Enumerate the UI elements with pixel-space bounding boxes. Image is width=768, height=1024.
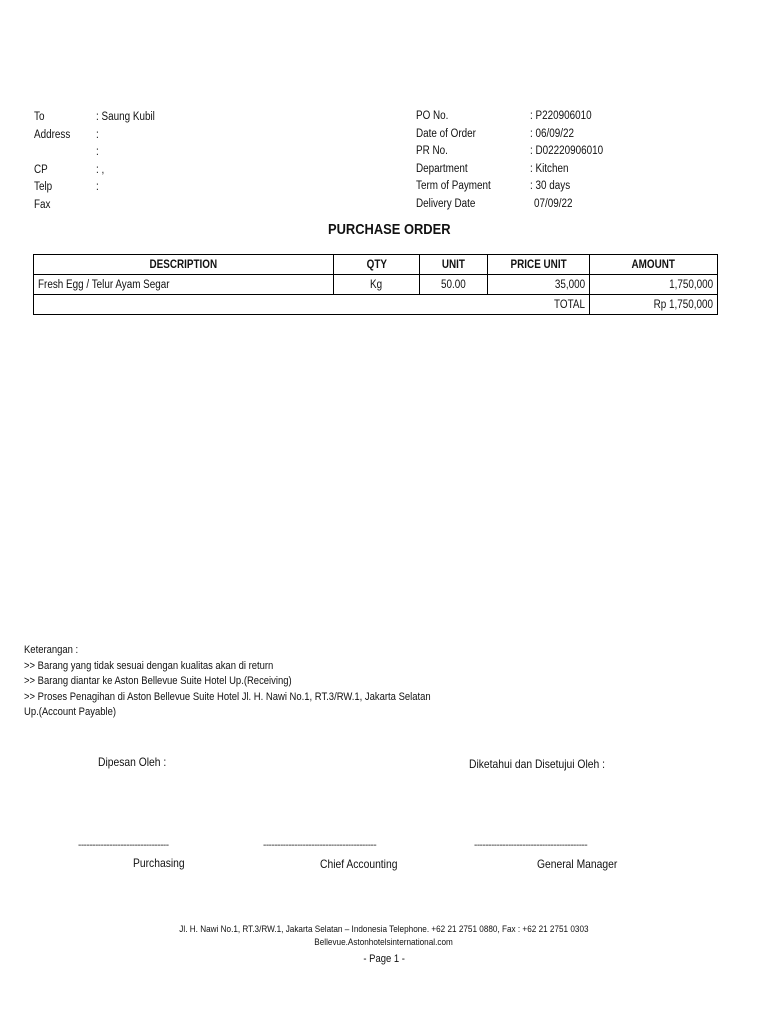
fax-row xyxy=(34,197,354,215)
row-description: Fresh Egg / Telur Ayam Segar xyxy=(34,275,334,295)
total-label: TOTAL xyxy=(34,295,590,315)
footer-address: Jl. H. Nawi No.1, RT.3/RW.1, Jakarta Selatan – Indonesia Telephone. +62 21 2751 0880, Fax : +62 21 2751 0303 xyxy=(179,924,589,935)
qty-header: QTY xyxy=(334,255,420,275)
chief-accounting-signature-line: ---------------------------------------- xyxy=(263,840,377,851)
telp-value: : xyxy=(96,181,99,193)
address-row xyxy=(34,127,354,145)
cp-value: : , xyxy=(96,163,105,176)
delivery-date-row xyxy=(416,196,736,214)
amount-header: AMOUNT xyxy=(590,255,718,275)
department-label: Department xyxy=(416,162,468,175)
chief-accounting-label: Chief Accounting xyxy=(320,857,398,871)
date-of-order-value: : 06/09/22 xyxy=(530,127,574,140)
row-amount: 1,750,000 xyxy=(590,275,718,295)
fax-label: Fax xyxy=(34,198,51,211)
row-unit: 50.00 xyxy=(420,275,488,295)
address-row-2 xyxy=(34,144,354,162)
address-value: : xyxy=(96,128,99,141)
document-title: PURCHASE ORDER xyxy=(327,221,451,238)
delivery-date-label: Delivery Date xyxy=(416,197,476,210)
order-table xyxy=(33,254,718,315)
note-line: Up.(Account Payable) xyxy=(24,706,117,718)
notes-heading: Keterangan : xyxy=(24,644,79,656)
notes-section xyxy=(24,643,497,721)
total-row xyxy=(34,295,718,315)
pr-no-row xyxy=(416,143,736,161)
ordered-by-label: Dipesan Oleh : xyxy=(98,755,167,769)
pr-no-label: PR No. xyxy=(416,145,448,157)
general-manager-label: General Manager xyxy=(537,857,618,871)
note-line: >> Proses Penagihan di Aston Bellevue Suite Hotel Jl. H. Nawi No.1, RT.3/RW.1, Jakarta Selatan xyxy=(24,690,431,703)
pr-no-value: : D02220906010 xyxy=(530,145,604,157)
po-no-value: : P220906010 xyxy=(530,110,592,122)
to-label: To xyxy=(34,111,45,123)
to-value: : Saung Kubil xyxy=(96,111,155,123)
row-price-unit: 35,000 xyxy=(488,275,590,295)
date-of-order-row xyxy=(416,126,736,144)
department-value: : Kitchen xyxy=(530,162,569,175)
table-row xyxy=(34,275,718,295)
order-info xyxy=(416,108,736,213)
price-unit-header: PRICE UNIT xyxy=(488,255,590,275)
term-of-payment-label: Term of Payment xyxy=(416,180,491,192)
total-value: Rp 1,750,000 xyxy=(590,295,718,315)
po-no-label: PO No. xyxy=(416,110,449,122)
cp-label: CP xyxy=(34,163,48,176)
department-row xyxy=(416,161,736,179)
description-header: DESCRIPTION xyxy=(34,255,334,275)
delivery-date-value: 07/09/22 xyxy=(534,197,573,210)
purchasing-label: Purchasing xyxy=(133,856,185,870)
unit-header: UNIT xyxy=(420,255,488,275)
term-of-payment-value: : 30 days xyxy=(530,180,571,192)
note-line: >> Barang diantar ke Aston Bellevue Suite Hotel Up.(Receiving) xyxy=(24,675,292,687)
address-label: Address xyxy=(34,128,71,141)
page-number: - Page 1 - xyxy=(363,953,405,965)
telp-row xyxy=(34,179,354,197)
footer-website: Bellevue.Astonhotelsinternational.com xyxy=(314,937,454,948)
table-header-row xyxy=(34,255,718,275)
cp-row xyxy=(34,162,354,180)
to-row xyxy=(34,109,354,127)
purchasing-signature-line: -------------------------------- xyxy=(78,840,169,851)
term-of-payment-row xyxy=(416,178,736,196)
vendor-info xyxy=(34,109,354,214)
po-no-row xyxy=(416,108,736,126)
row-qty: Kg xyxy=(334,275,420,295)
approved-by-label: Diketahui dan Disetujui Oleh : xyxy=(469,757,605,771)
general-manager-signature-line: ---------------------------------------- xyxy=(474,840,588,851)
address-value-2: : xyxy=(96,146,99,158)
telp-label: Telp xyxy=(34,181,53,193)
date-of-order-label: Date of Order xyxy=(416,127,476,140)
note-line: >> Barang yang tidak sesuai dengan kualitas akan di return xyxy=(24,659,274,672)
